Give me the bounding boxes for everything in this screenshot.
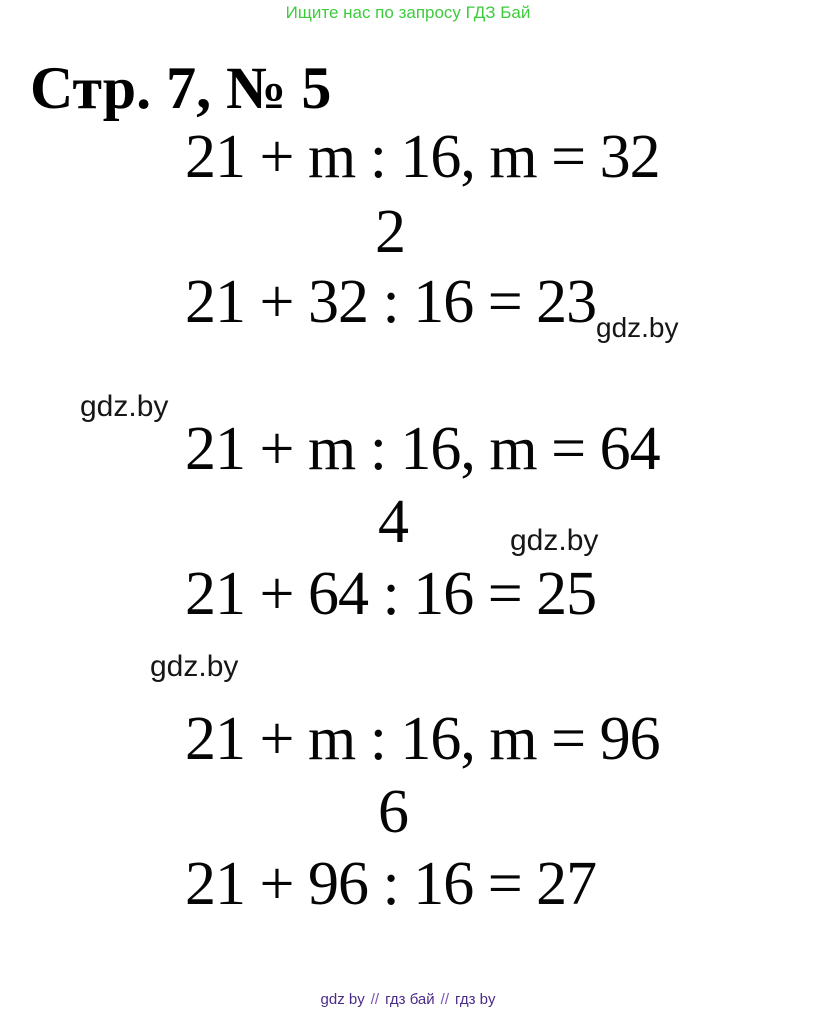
footer-separator: // — [440, 991, 450, 1008]
footer-credits — [0, 991, 816, 1009]
footer-credit-segment: гдз by — [455, 991, 496, 1008]
footer-separator: // — [370, 991, 380, 1008]
equation-result-1: 21 + 32 : 16 = 23 — [185, 268, 597, 336]
quotient-digit-2: 4 — [378, 488, 408, 556]
equation-given-1: 21 + m : 16, m = 32 — [185, 123, 660, 191]
footer-credit-segment: gdz by — [320, 991, 365, 1008]
page-title: Стр. 7, № 5 — [30, 55, 332, 121]
quotient-digit-1: 2 — [375, 198, 405, 266]
equation-given-2: 21 + m : 16, m = 64 — [185, 415, 660, 483]
footer-credit-segment: гдз бай — [385, 991, 435, 1008]
equation-result-2: 21 + 64 : 16 = 25 — [185, 560, 597, 628]
equation-given-3: 21 + m : 16, m = 96 — [185, 705, 660, 773]
watermark-gdzby-left: gdz.by — [80, 390, 169, 423]
equation-result-3: 21 + 96 : 16 = 27 — [185, 850, 597, 918]
watermark-gdzby-beside-quotient: gdz.by — [510, 524, 599, 557]
quotient-digit-3: 6 — [378, 778, 408, 846]
promo-banner: Ищите нас по запросу ГДЗ Бай — [285, 3, 531, 22]
watermark-gdzby-left-2: gdz.by — [150, 650, 239, 683]
watermark-gdzby-inline: gdz.by — [596, 312, 679, 343]
